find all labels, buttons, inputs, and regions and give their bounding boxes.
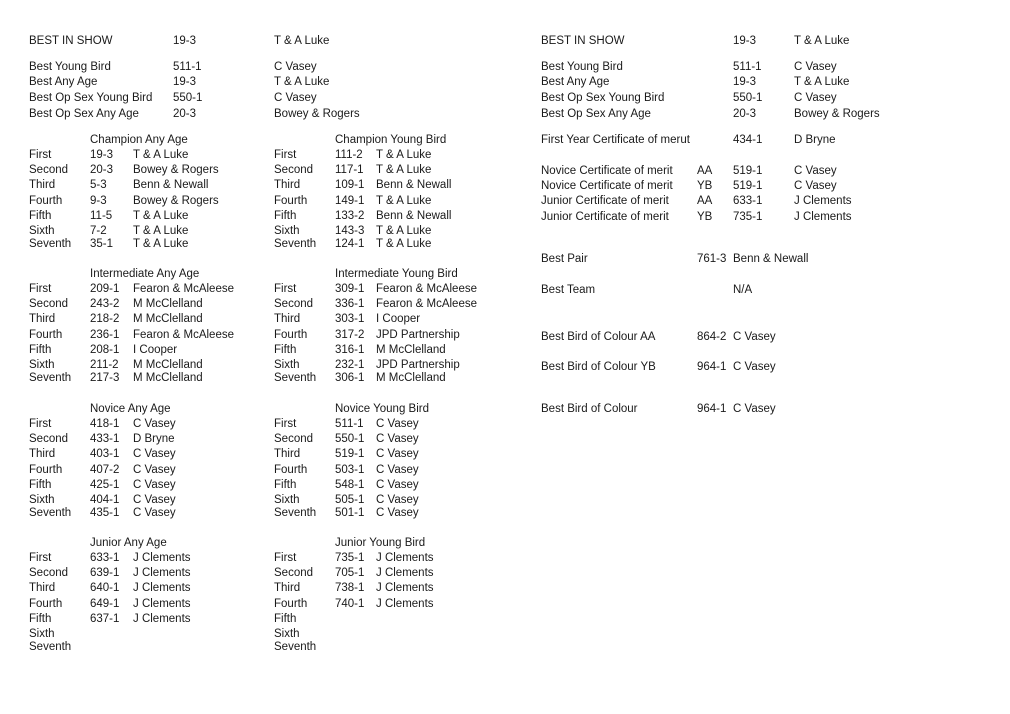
exhibitor-name: Bowey & Rogers: [133, 195, 219, 207]
bird-number: 633-1: [733, 195, 763, 207]
exhibitor-name: T & A Luke: [376, 164, 432, 176]
placing-label: Sixth: [29, 359, 55, 371]
exhibitor-name: J Clements: [376, 567, 434, 579]
section-title: Intermediate Any Age: [90, 268, 200, 280]
exhibitor-name: T & A Luke: [133, 238, 189, 250]
bird-number: 218-2: [90, 313, 120, 325]
bird-number: 19-3: [173, 76, 197, 88]
exhibitor-name: J Clements: [133, 582, 191, 594]
section-title: Champion Young Bird: [335, 134, 447, 146]
exhibitor-name: Bowey & Rogers: [133, 164, 219, 176]
placing-label: First: [274, 418, 297, 430]
exhibitor-name: M McClelland: [133, 313, 203, 325]
exhibitor-name: Fearon & McAleese: [133, 283, 234, 295]
placing-label: Seventh: [274, 641, 317, 653]
placing-label: Fourth: [274, 195, 308, 207]
exhibitor-name: Bowey & Rogers: [274, 108, 360, 120]
bird-number: 5-3: [90, 179, 107, 191]
bird-number: 735-1: [733, 211, 763, 223]
exhibitor-name: J Clements: [133, 613, 191, 625]
placing-label: First: [274, 283, 297, 295]
placing-label: Sixth: [274, 494, 300, 506]
bird-number: 505-1: [335, 494, 365, 506]
placing-label: Fifth: [29, 613, 52, 625]
placing-label: Seventh: [29, 372, 72, 384]
exhibitor-name: M McClelland: [376, 372, 446, 384]
bird-number: 633-1: [90, 552, 120, 564]
exhibitor-name: C Vasey: [733, 331, 776, 343]
placing-label: Fifth: [274, 344, 297, 356]
exhibitor-name: T & A Luke: [376, 195, 432, 207]
exhibitor-name: C Vasey: [376, 464, 419, 476]
exhibitor-name: C Vasey: [133, 418, 176, 430]
placing-label: First: [29, 552, 52, 564]
placing-label: Third: [29, 448, 56, 460]
award-label: Best Op Sex Young Bird: [29, 92, 153, 104]
exhibitor-name: D Bryne: [794, 134, 836, 146]
bird-number: 7-2: [90, 225, 107, 237]
exhibitor-name: C Vasey: [794, 180, 837, 192]
bird-number: 511-1: [173, 61, 202, 73]
bird-number: 19-3: [90, 149, 114, 161]
placing-label: First: [274, 149, 297, 161]
bird-number: 232-1: [335, 359, 365, 371]
bird-number: 20-3: [173, 108, 197, 120]
bird-number: 20-3: [90, 164, 114, 176]
award-label: Junior Certificate of merit: [541, 195, 669, 207]
bird-number: 637-1: [90, 613, 120, 625]
exhibitor-name: T & A Luke: [274, 76, 330, 88]
bird-number: 117-1: [335, 164, 364, 176]
award-label: BEST IN SHOW: [29, 35, 113, 47]
bird-number: 640-1: [90, 582, 120, 594]
exhibitor-name: J Clements: [794, 211, 852, 223]
bird-number: 109-1: [335, 179, 365, 191]
bird-number: 20-3: [733, 108, 757, 120]
exhibitor-name: Fearon & McAleese: [376, 283, 477, 295]
bird-number: 550-1: [733, 92, 763, 104]
bird-number: 404-1: [90, 494, 120, 506]
bird-number: 35-1: [90, 238, 114, 250]
exhibitor-name: M McClelland: [376, 344, 446, 356]
exhibitor-name: C Vasey: [376, 507, 419, 519]
exhibitor-name: I Cooper: [133, 344, 178, 356]
award-label: Best Op Sex Young Bird: [541, 92, 665, 104]
bird-number: 434-1: [733, 134, 763, 146]
placing-label: Sixth: [29, 225, 55, 237]
bird-number: 236-1: [90, 329, 120, 341]
bird-number: 705-1: [335, 567, 365, 579]
placing-label: Second: [29, 164, 69, 176]
bird-number: 864-2: [697, 331, 727, 343]
placing-label: Fourth: [274, 329, 308, 341]
bird-number: 209-1: [90, 283, 120, 295]
exhibitor-name: C Vasey: [133, 448, 176, 460]
bird-number: 19-3: [733, 76, 757, 88]
exhibitor-name: C Vasey: [376, 418, 419, 430]
bird-number: 208-1: [90, 344, 120, 356]
placing-label: Third: [29, 582, 56, 594]
exhibitor-name: T & A Luke: [376, 149, 432, 161]
bird-number: 336-1: [335, 298, 365, 310]
bird-number: 133-2: [335, 210, 365, 222]
placing-label: Fourth: [274, 464, 308, 476]
age-class: AA: [697, 165, 713, 177]
award-label: Best Op Sex Any Age: [29, 108, 139, 120]
exhibitor-name: J Clements: [376, 552, 434, 564]
section-title: Novice Young Bird: [335, 403, 429, 415]
age-class: AA: [697, 195, 713, 207]
bird-number: 964-1: [697, 403, 727, 415]
bird-number: 501-1: [335, 507, 365, 519]
exhibitor-name: I Cooper: [376, 313, 421, 325]
placing-label: Third: [274, 313, 301, 325]
exhibitor-name: C Vasey: [133, 494, 176, 506]
exhibitor-name: C Vasey: [133, 464, 176, 476]
exhibitor-name: C Vasey: [733, 361, 776, 373]
exhibitor-name: C Vasey: [376, 433, 419, 445]
bird-number: 407-2: [90, 464, 120, 476]
bird-number: 303-1: [335, 313, 365, 325]
award-label: Best Any Age: [541, 76, 610, 88]
bird-number: 19-3: [173, 35, 197, 47]
exhibitor-name: C Vasey: [376, 479, 419, 491]
bird-number: 738-1: [335, 582, 365, 594]
placing-label: Third: [274, 448, 301, 460]
bird-number: 761-3: [697, 253, 727, 265]
bird-number: 124-1: [335, 238, 365, 250]
exhibitor-name: J Clements: [376, 598, 434, 610]
bird-number: 111-2: [335, 149, 363, 161]
bird-number: 735-1: [335, 552, 365, 564]
bird-number: 149-1: [335, 195, 365, 207]
bird-number: 243-2: [90, 298, 120, 310]
bird-number: 19-3: [733, 35, 757, 47]
placing-label: Second: [274, 298, 314, 310]
bird-number: 9-3: [90, 195, 107, 207]
exhibitor-name: C Vasey: [274, 92, 317, 104]
exhibitor-name: J Clements: [133, 567, 191, 579]
placing-label: Fifth: [29, 344, 52, 356]
exhibitor-name: T & A Luke: [794, 35, 850, 47]
exhibitor-name: T & A Luke: [794, 76, 850, 88]
exhibitor-name: Benn & Newall: [133, 179, 209, 191]
placing-label: First: [29, 418, 52, 430]
exhibitor-name: J Clements: [133, 552, 191, 564]
award-label: Junior Certificate of merit: [541, 211, 669, 223]
exhibitor-name: T & A Luke: [376, 225, 432, 237]
bird-number: 217-3: [90, 372, 120, 384]
placing-label: Sixth: [274, 628, 300, 640]
placing-label: Seventh: [274, 372, 317, 384]
award-label: Best Team: [541, 284, 596, 296]
placing-label: Third: [274, 179, 301, 191]
award-label: BEST IN SHOW: [541, 35, 625, 47]
award-label: Best Bird of Colour: [541, 403, 638, 415]
bird-number: 211-2: [90, 359, 119, 371]
award-label: Novice Certificate of merit: [541, 180, 673, 192]
bird-number: 433-1: [90, 433, 120, 445]
exhibitor-name: Fearon & McAleese: [376, 298, 477, 310]
bird-number: 11-5: [90, 210, 113, 222]
section-title: Junior Young Bird: [335, 537, 426, 549]
exhibitor-name: C Vasey: [794, 61, 837, 73]
exhibitor-name: JPD Partnership: [376, 329, 460, 341]
exhibitor-name: C Vasey: [376, 494, 419, 506]
placing-label: Second: [29, 433, 69, 445]
exhibitor-name: Benn & Newall: [376, 179, 452, 191]
section-title: Junior Any Age: [90, 537, 167, 549]
placing-label: First: [29, 149, 52, 161]
placing-label: Seventh: [29, 641, 72, 653]
exhibitor-name: JPD Partnership: [376, 359, 460, 371]
award-label: Novice Certificate of merit: [541, 165, 673, 177]
award-label: Best Young Bird: [541, 61, 623, 73]
bird-number: 317-2: [335, 329, 365, 341]
bird-number: 519-1: [733, 165, 763, 177]
placing-label: Second: [274, 164, 314, 176]
bird-number: 519-1: [335, 448, 365, 460]
exhibitor-name: C Vasey: [274, 61, 317, 73]
exhibitor-name: J Clements: [376, 582, 434, 594]
placing-label: Sixth: [274, 225, 300, 237]
bird-number: 548-1: [335, 479, 365, 491]
exhibitor-name: T & A Luke: [133, 210, 189, 222]
exhibitor-name: Benn & Newall: [376, 210, 452, 222]
award-label: Best Any Age: [29, 76, 98, 88]
placing-label: Second: [274, 567, 314, 579]
award-label: Best Young Bird: [29, 61, 111, 73]
placing-label: Fifth: [274, 210, 297, 222]
placing-label: Second: [29, 567, 69, 579]
exhibitor-name: C Vasey: [794, 165, 837, 177]
bird-number: 740-1: [335, 598, 365, 610]
exhibitor-name: Benn & Newall: [733, 253, 809, 265]
placing-label: Fifth: [274, 613, 297, 625]
award-label: Best Pair: [541, 253, 588, 265]
placing-label: Seventh: [29, 238, 72, 250]
exhibitor-name: T & A Luke: [133, 225, 189, 237]
placing-label: Third: [274, 582, 301, 594]
bird-number: 425-1: [90, 479, 120, 491]
bird-number: 435-1: [90, 507, 120, 519]
exhibitor-name: C Vasey: [133, 479, 176, 491]
placing-label: Second: [274, 433, 314, 445]
section-title: Champion Any Age: [90, 134, 188, 146]
placing-label: Third: [29, 313, 56, 325]
award-label: Best Bird of Colour YB: [541, 361, 656, 373]
placing-label: Fifth: [29, 479, 52, 491]
placing-label: Sixth: [29, 494, 55, 506]
placing-label: Fourth: [29, 195, 63, 207]
exhibitor-name: T & A Luke: [274, 35, 330, 47]
exhibitor-name: C Vasey: [733, 403, 776, 415]
exhibitor-name: C Vasey: [133, 507, 176, 519]
exhibitor-name: T & A Luke: [133, 149, 189, 161]
bird-number: 511-1: [733, 61, 762, 73]
bird-number: 306-1: [335, 372, 365, 384]
bird-number: 418-1: [90, 418, 120, 430]
award-label: Best Bird of Colour AA: [541, 331, 656, 343]
award-label: First Year Certificate of merut: [541, 134, 690, 146]
exhibitor-name: Fearon & McAleese: [133, 329, 234, 341]
exhibitor-name: J Clements: [794, 195, 852, 207]
bird-number: 639-1: [90, 567, 120, 579]
placing-label: Second: [29, 298, 69, 310]
placing-label: Fourth: [29, 464, 63, 476]
bird-number: 519-1: [733, 180, 763, 192]
exhibitor-name: M McClelland: [133, 298, 203, 310]
placing-label: First: [29, 283, 52, 295]
bird-number: 143-3: [335, 225, 365, 237]
bird-number: 649-1: [90, 598, 120, 610]
bird-number: 964-1: [697, 361, 727, 373]
bird-number: N/A: [733, 284, 753, 296]
section-title: Intermediate Young Bird: [335, 268, 458, 280]
placing-label: First: [274, 552, 297, 564]
bird-number: 403-1: [90, 448, 120, 460]
bird-number: 316-1: [335, 344, 365, 356]
age-class: YB: [697, 211, 713, 223]
placing-label: Seventh: [274, 507, 317, 519]
section-title: Novice Any Age: [90, 403, 171, 415]
exhibitor-name: T & A Luke: [376, 238, 432, 250]
placing-label: Third: [29, 179, 56, 191]
bird-number: 309-1: [335, 283, 365, 295]
bird-number: 550-1: [173, 92, 203, 104]
bird-number: 511-1: [335, 418, 364, 430]
placing-label: Fourth: [274, 598, 308, 610]
placing-label: Seventh: [29, 507, 72, 519]
placing-label: Fifth: [29, 210, 52, 222]
placing-label: Sixth: [274, 359, 300, 371]
placing-label: Fifth: [274, 479, 297, 491]
placing-label: Fourth: [29, 598, 63, 610]
placing-label: Sixth: [29, 628, 55, 640]
exhibitor-name: C Vasey: [376, 448, 419, 460]
bird-number: 550-1: [335, 433, 365, 445]
exhibitor-name: C Vasey: [794, 92, 837, 104]
exhibitor-name: M McClelland: [133, 372, 203, 384]
placing-label: Seventh: [274, 238, 317, 250]
placing-label: Fourth: [29, 329, 63, 341]
exhibitor-name: Bowey & Rogers: [794, 108, 880, 120]
exhibitor-name: J Clements: [133, 598, 191, 610]
age-class: YB: [697, 180, 713, 192]
bird-number: 503-1: [335, 464, 365, 476]
exhibitor-name: D Bryne: [133, 433, 175, 445]
award-label: Best Op Sex Any Age: [541, 108, 651, 120]
exhibitor-name: M McClelland: [133, 359, 203, 371]
